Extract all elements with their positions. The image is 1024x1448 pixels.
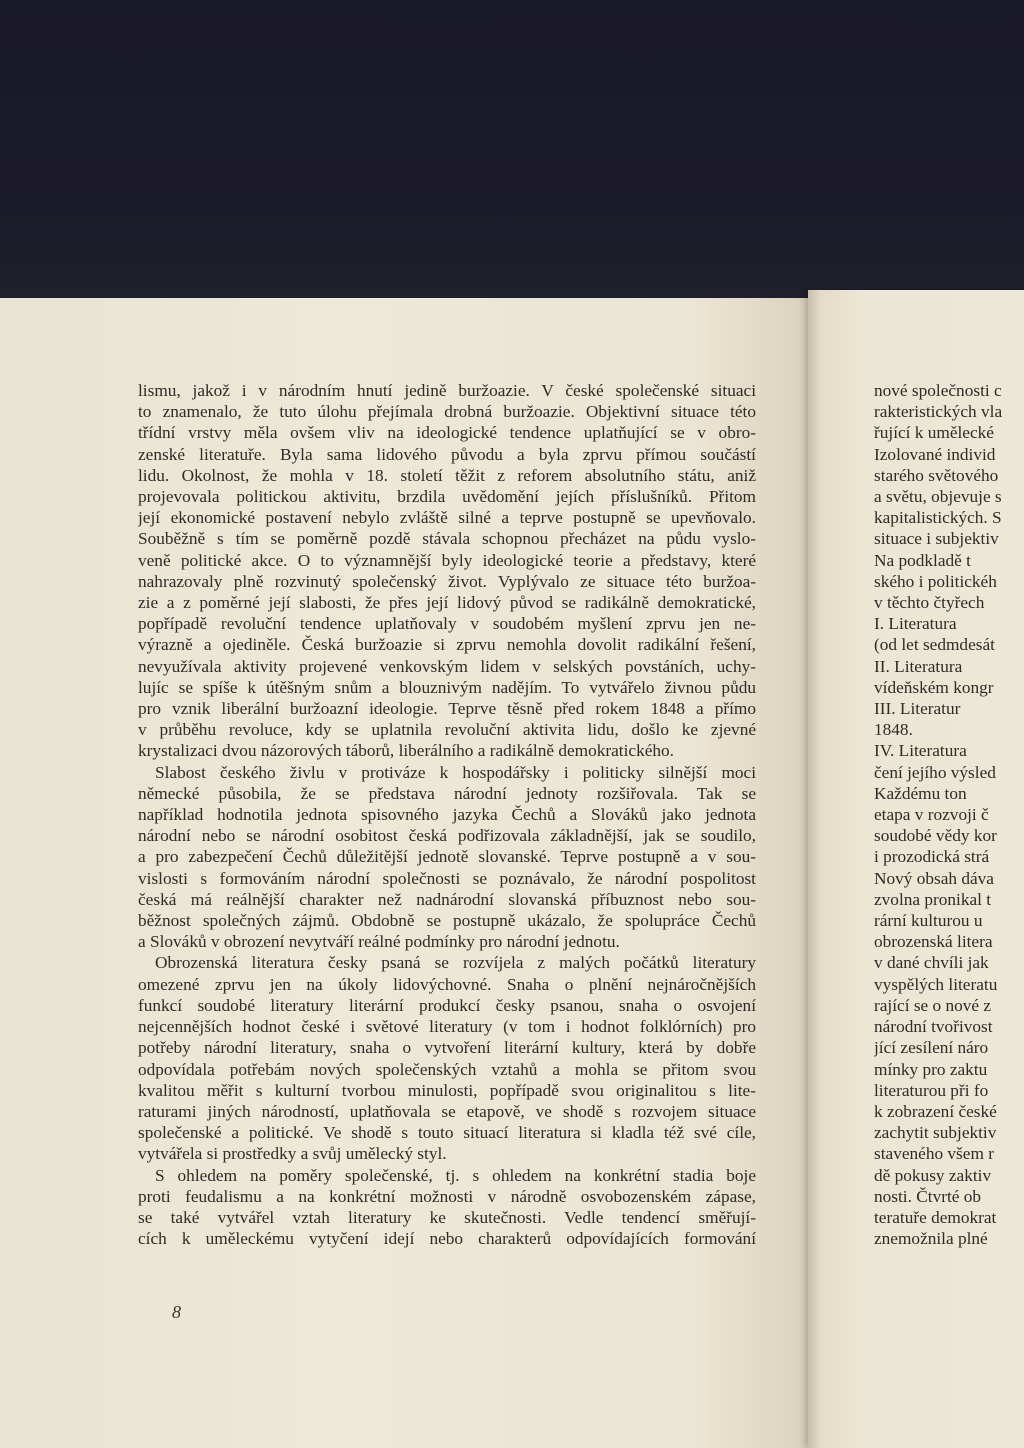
text-line: kapitalistických. S: [874, 508, 1002, 528]
text-line: odpovídala potřebám nových společenských vztahů a mohla se přitom svou: [138, 1059, 756, 1079]
text-line: v těchto čtyřech: [874, 593, 985, 613]
text-line: lidu. Okolnost, že mohla v 18. století těžit z reforem absolutního státu, aniž: [138, 465, 756, 485]
text-line: I. Literatura: [874, 614, 957, 634]
text-line: III. Literatur: [874, 699, 961, 719]
text-line: Každému ton: [874, 783, 967, 803]
text-line: literaturou při fo: [874, 1080, 989, 1100]
text-line: její ekonomické postavení nebylo zvláště silné a teprve postupně se upevňovalo.: [138, 508, 756, 528]
text-line: lujíc se spíše k útěšným snům a blouznivým nadějím. To vytvářelo živnou půdu: [138, 677, 756, 697]
text-line: v průběhu revoluce, kdy se uplatnila revoluční aktivita lidu, došlo ke zjevné: [138, 720, 756, 740]
text-line: raturami jiných národností, uplatňovala se etapově, ve shodě s rozvojem situace: [138, 1101, 756, 1121]
text-line: třídní vrstvy měla ovšem vliv na ideologické tendence uplatňující se v obro-: [138, 423, 756, 443]
text-line: cích k uměleckému vytyčení idejí nebo charakterů odpovídajících formování: [138, 1229, 756, 1249]
text-line: k zobrazení české: [874, 1101, 997, 1121]
text-line: situace i subjektiv: [874, 529, 999, 549]
text-line: nosti. Čtvrté ob: [874, 1186, 982, 1206]
text-line: staveného všem r: [874, 1144, 994, 1164]
text-line: dě pokusy zaktiv: [874, 1165, 992, 1185]
text-line: (od let sedmdesát: [874, 635, 995, 655]
text-line: se také vytvářel vztah literatury ke skutečnosti. Vedle tendencí směřují-: [138, 1207, 756, 1227]
text-line: popřípadě revoluční tendence uplatňovaly v soudobém myšlení zprvu jen ne-: [138, 614, 756, 634]
text-line: zachytit subjektiv: [874, 1123, 997, 1143]
text-line: čení jejího výsled: [874, 762, 996, 782]
text-line: obrozenská litera: [874, 932, 993, 952]
text-line: a pro zabezpečení Čechů důležitější jednotě slovanské. Teprve postupně a v sou-: [138, 847, 756, 867]
right-page-text: [874, 380, 1024, 1249]
text-line: zie a z poměrné její slabosti, že přes její lidový původ se radikálně demokratické,: [138, 593, 756, 613]
text-line: rakteristických vla: [874, 402, 1003, 422]
text-line: 1848.: [874, 720, 913, 740]
text-line: veně politické akce. O to významnější byly ideologické teorie a představy, které: [138, 550, 756, 570]
text-line: znemožnila plné: [874, 1229, 988, 1249]
text-line: národní nebo se národní osobitost česká podřizovala základnější, jak se soudilo,: [138, 826, 756, 846]
text-line: II. Literatura: [874, 656, 963, 676]
text-line: nevyužívala aktivity projevené venkovským lidem v selských povstáních, uchy-: [138, 656, 756, 676]
text-line: proti feudalismu a na konkrétní možnosti v národně osvobozenském zápase,: [138, 1186, 756, 1206]
text-line: Na podkladě t: [874, 550, 971, 570]
text-line: běžnost společných zájmů. Obdobně se postupně ukázalo, že spolupráce Čechů: [138, 911, 756, 931]
text-line: vytvářela si prostředky a svůj umělecký styl.: [138, 1144, 447, 1164]
text-line: národní tvořivost: [874, 1017, 993, 1037]
text-line: vyspělých literatu: [874, 974, 998, 994]
text-line: i prozodická strá: [874, 847, 990, 867]
text-line: a světu, objevuje s: [874, 487, 1002, 507]
text-line: S ohledem na poměry společenské, tj. s ohledem na konkrétní stadia boje: [155, 1165, 756, 1185]
text-line: v dané chvíli jak: [874, 953, 989, 973]
text-line: to znamenalo, že tuto úlohu přejímala drobná buržoazie. Objektivní situace této: [138, 402, 756, 422]
text-line: IV. Literatura: [874, 741, 967, 761]
text-line: soudobé vědy kor: [874, 826, 997, 846]
text-line: Nový obsah dáva: [874, 868, 994, 888]
text-line: zenské literatuře. Byla sama lidového původu a byla zprvu přímou součástí: [138, 444, 756, 464]
text-line: Slabost českého živlu v protiváze k hospodářsky i politicky silnější moci: [155, 762, 756, 782]
text-line: projevovala politickou aktivitu, brzdila uvědomění jejích příslušníků. Přitom: [138, 487, 756, 507]
text-line: řující k umělecké: [874, 423, 994, 443]
text-line: nejcennějších hodnot české i světové literatury (v tom i hodnot folklórních) pro: [138, 1017, 756, 1037]
text-line: vislosti s formováním národní společnosti se poznávalo, že národní pospolitost: [138, 868, 756, 888]
text-line: funkcí soudobé literatury literární produkcí česky psanou, snaha o osvojení: [138, 995, 756, 1015]
text-line: česká má reálnější charakter než nadnárodní slovanská příbuznost nebo sou-: [138, 889, 756, 909]
text-line: ského i politickéh: [874, 571, 997, 591]
dark-background: [0, 0, 1024, 300]
text-line: teratuře demokrat: [874, 1207, 997, 1227]
text-line: Izolované individ: [874, 444, 996, 464]
text-line: rární kulturou u: [874, 911, 983, 931]
text-line: společenské a politické. Ve shodě s touto situací literatura si kladla též své cíle,: [138, 1123, 756, 1143]
page-number: 8: [172, 1302, 181, 1322]
text-line: Souběžně s tím se poměrně pozdě stávala schopnou přecházet na půdu vyslo-: [138, 529, 756, 549]
text-line: rající se o nové z: [874, 995, 992, 1015]
text-line: omezené zprvu jen na úkoly lidovýchovné. Snaha o plnění nejnáročnějších: [138, 974, 756, 994]
text-line: německé působila, že se představa národní jednoty rozšiřovala. Tak se: [138, 783, 756, 803]
text-line: vídeňském kongr: [874, 677, 994, 697]
text-line: nové společnosti c: [874, 381, 1002, 400]
text-line: krystalizaci dvou názorových táborů, liberálního a radikálně demokratického.: [138, 741, 674, 761]
left-page-text: [138, 380, 756, 1249]
text-line: mínky pro zaktu: [874, 1059, 988, 1079]
text-line: etapa v rozvoji č: [874, 805, 989, 825]
text-line: Obrozenská literatura česky psaná se rozvíjela z malých počátků literatury: [155, 953, 756, 973]
text-line: lismu, jakož i v národním hnutí jedině buržoazie. V české společenské situaci: [138, 381, 756, 400]
text-line: a Slováků v obrození nevytváří reálné podmínky pro národní jednotu.: [138, 932, 620, 952]
text-line: nahrazovaly plně rozvinutý společenský život. Vyplývalo ze situace této buržoa-: [138, 571, 756, 591]
text-line: potřeby národní literatury, snaha o vytvoření literární kultury, která by dobře: [138, 1038, 756, 1058]
text-line: zvolna pronikal t: [874, 889, 992, 909]
text-line: pro vznik liberální buržoazní ideologie. Teprve těsně před rokem 1848 a přímo: [138, 699, 756, 719]
text-line: například hodnotila jednota spisovného jazyka Čechů a Slováků jako jednota: [138, 805, 756, 825]
text-line: starého světového: [874, 465, 999, 485]
text-line: výrazně a ojediněle. Česká buržoazie si zprvu nemohla dovolit radikální řešení,: [138, 635, 756, 655]
text-line: jící zesílení náro: [874, 1038, 989, 1058]
text-line: kvalitou měřit s kulturní tvorbou minulosti, popřípadě svou originalitou s lite-: [138, 1080, 756, 1100]
